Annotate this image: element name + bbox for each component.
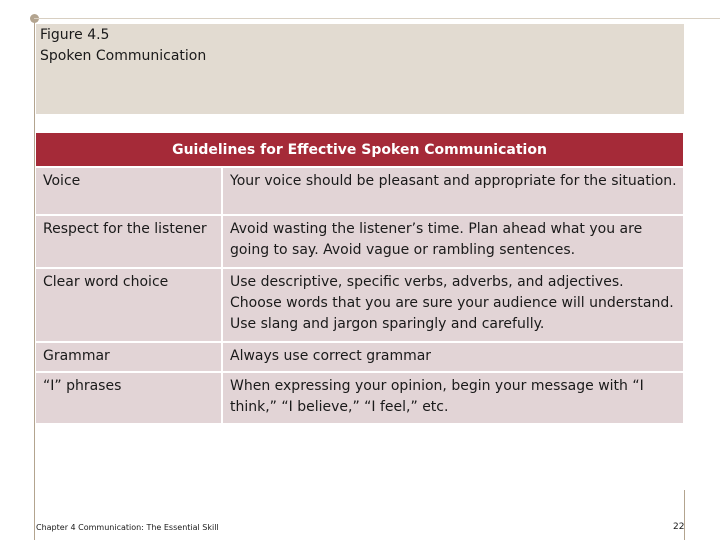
row-term: Clear word choice — [36, 269, 221, 341]
table-row — [36, 214, 683, 267]
guidelines-table — [36, 133, 683, 423]
top-rule — [34, 18, 720, 19]
row-guideline: Use descriptive, specific verbs, adverbs, and adjectives. Choose words that you are sure your audience will understand. Use slang and jargon sparingly and carefully. — [223, 269, 683, 341]
figure-title: Spoken Communication — [40, 48, 207, 64]
table-header: Guidelines for Effective Spoken Communication — [36, 133, 683, 166]
row-term: “I” phrases — [36, 373, 221, 423]
footer-chapter: Chapter 4 Communication: The Essential Skill — [36, 523, 219, 532]
row-guideline: Avoid wasting the listener’s time. Plan ahead what you are going to say. Avoid vague or rambling sentences. — [223, 216, 683, 267]
row-guideline: When expressing your opinion, begin your message with “I think,” “I believe,” “I feel,” etc. — [223, 373, 683, 423]
table-row — [36, 341, 683, 371]
row-term: Grammar — [36, 343, 221, 371]
table-row — [36, 267, 683, 341]
right-accent-line — [684, 490, 685, 540]
row-guideline: Your voice should be pleasant and appropriate for the situation. — [223, 168, 683, 214]
row-guideline: Always use correct grammar — [223, 343, 683, 371]
table-row — [36, 371, 683, 423]
page-number: 22 — [673, 522, 685, 532]
row-term: Respect for the listener — [36, 216, 221, 267]
figure-label: Figure 4.5 — [40, 27, 110, 43]
left-accent-line — [34, 18, 35, 540]
row-term: Voice — [36, 168, 221, 214]
figure-caption — [40, 25, 206, 67]
table-row — [36, 166, 683, 214]
